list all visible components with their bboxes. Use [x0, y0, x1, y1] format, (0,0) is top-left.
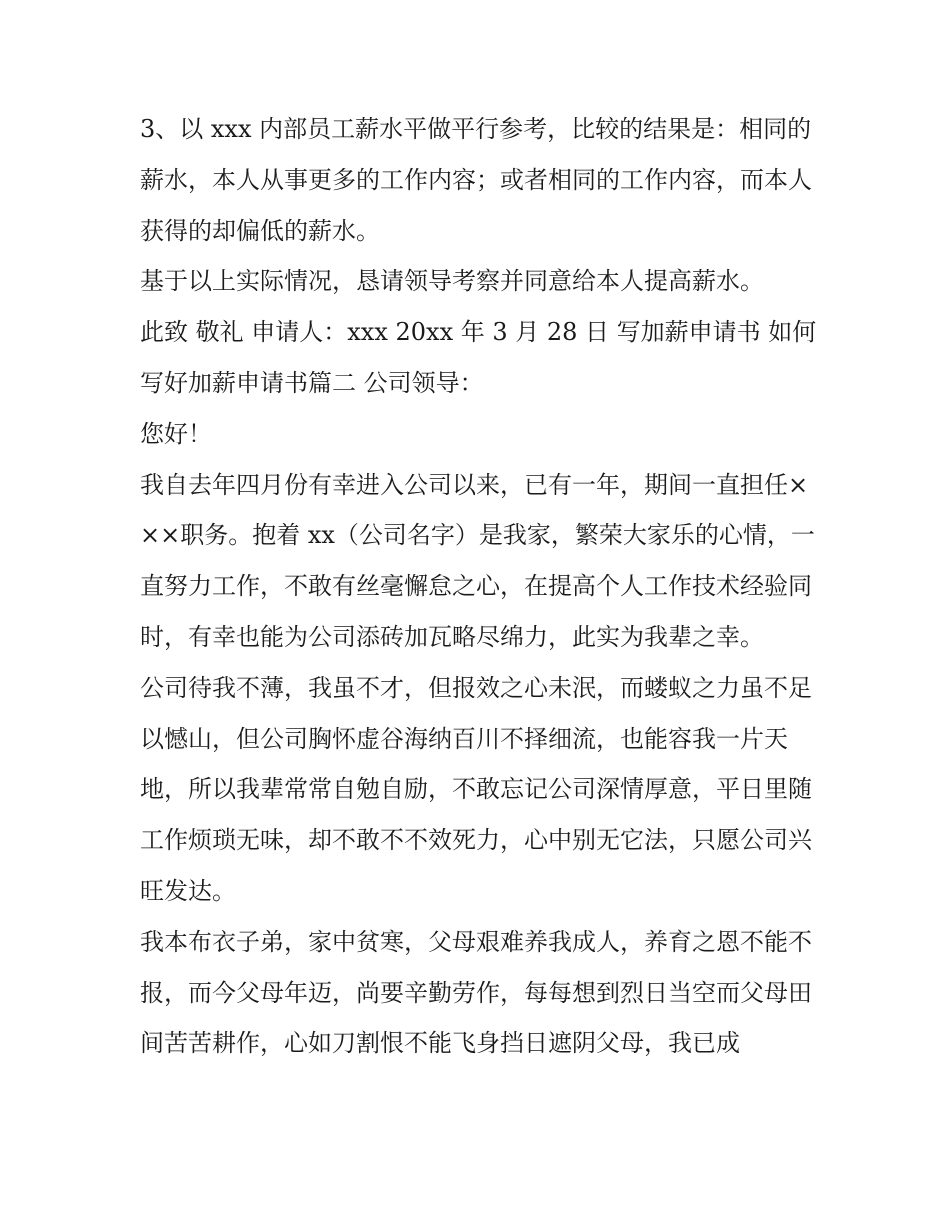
paragraph-request: 基于以上实际情况，恳请领导考察并同意给本人提高薪水。	[140, 267, 764, 296]
paragraph-family: 我本布衣子弟，家中贫寒，父母艰难养我成人，养育之恩不能不报，而今父母年迈，尚要辛勤劳作，每每想到烈日当空而父母田间苦苦耕作，心如刀割恨不能飞身挡日遮阴父母，我已成	[140, 927, 812, 1058]
paragraph-salary-comparison: 3、以 xxx 内部员工薪水平做平行参考，比较的结果是：相同的薪水，本人从事更多的工作内容；或者相同的工作内容，而本人获得的却偏低的薪水。	[140, 115, 812, 245]
paragraph-introduction: 我自去年四月份有幸进入公司以来，已有一年，期间一直担任×××职务。抱着 xx（公司名字）是我家，繁荣大家乐的心情，一直努力工作，不敢有丝毫懈怠之心，在提高个人工作技术经验同时，有幸也能为公司添砖加瓦略尽绵力，此实为我辈之幸。	[140, 470, 815, 651]
paragraph-greeting: 您好！	[140, 419, 212, 448]
paragraph-gratitude: 公司待我不薄，我虽不才，但报效之心未泯，而蝼蚁之力虽不足以憾山，但公司胸怀虚谷海纳百川不择细流，也能容我一片天地，所以我辈常常自勉自励，不敢忘记公司深情厚意，平日里随工作烦琐无味，却不敢不不效死力，心中别无它法，只愿公司兴旺发达。	[140, 673, 812, 905]
paragraph-closing-and-heading: 此致 敬礼 申请人：xxx 20xx 年 3 月 28 日 写加薪申请书 如何写好加薪申请书篇二 公司领导：	[140, 318, 817, 397]
document-body	[140, 104, 820, 1069]
